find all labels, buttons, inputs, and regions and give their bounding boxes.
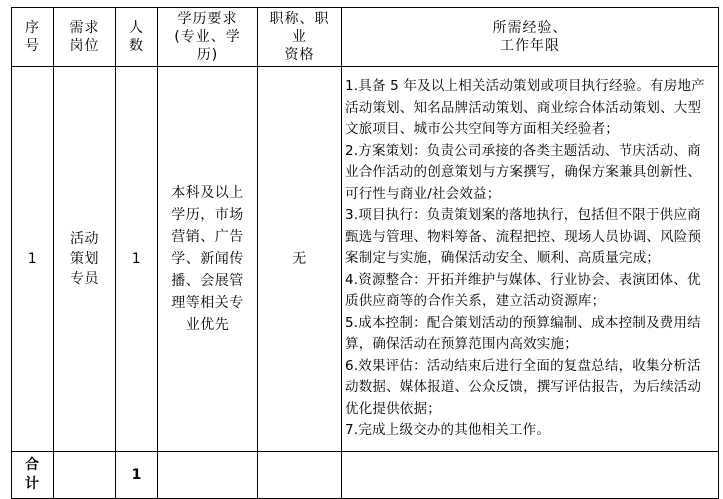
total-headcount: 1 — [116, 452, 158, 499]
experience-line-8: 甄选与管理、物料筹备、流程把控、现场人员协调、风险预 — [345, 228, 702, 245]
header-qualification-line-2: 业 — [292, 29, 307, 45]
experience-line-9: 案制定与实施，确保活动安全、顺利、高质量完成； — [345, 250, 661, 267]
cell-qualification: 无 — [258, 67, 342, 452]
experience-line-3: 文旅项目、城市公共空间等方面相关经验者； — [345, 121, 619, 138]
header-serial-number — [12, 8, 54, 67]
cell-education — [158, 67, 258, 452]
total-position — [54, 452, 116, 499]
experience-line-2: 活动策划、知名品牌活动策划、商业综合体活动策划、大型 — [345, 99, 702, 116]
header-experience-line-1: 所需经验、 — [492, 20, 568, 36]
total-label-line-2: 计 — [25, 476, 40, 492]
header-education-line-3: 历) — [196, 47, 219, 63]
header-headcount — [116, 8, 158, 67]
cell-position-line-2: 策划 — [70, 251, 99, 267]
header-education-line-1: 学历要求 — [177, 11, 238, 27]
total-label — [12, 452, 54, 499]
experience-line-17: 7.完成上级交办的其他相关工作。 — [345, 422, 551, 439]
experience-line-14: 6.效果评估：活动结束后进行全面的复盘总结，收集分析活 — [345, 357, 701, 374]
header-headcount-line-1: 人 — [129, 20, 144, 36]
experience-line-16: 优化提供依据； — [345, 400, 441, 417]
cell-education-line-4: 学、新闻传 — [171, 251, 244, 267]
cell-education-line-2: 学历，市场 — [171, 207, 244, 223]
header-serial-number-line-2: 号 — [25, 38, 40, 54]
cell-headcount: 1 — [116, 67, 158, 452]
header-education — [158, 8, 258, 67]
header-position-line-1: 需求 — [69, 20, 100, 36]
cell-education-line-3: 营销、广告 — [171, 229, 244, 245]
total-qualification — [258, 452, 342, 499]
table-header-row — [12, 8, 719, 67]
header-qualification — [258, 8, 342, 67]
cell-position-line-3: 专员 — [70, 271, 99, 287]
experience-line-13: 算，确保活动在预算范围内高效实施； — [345, 336, 578, 353]
experience-line-12: 5.成本控制：配合策划活动的预算编制、成本控制及费用结 — [345, 314, 701, 331]
header-headcount-line-2: 数 — [129, 38, 144, 54]
experience-line-11: 质供应商等的合作关系，建立活动资源库； — [345, 293, 606, 310]
total-label-line-1: 合 — [25, 457, 40, 473]
recruitment-requirements-table — [11, 7, 719, 499]
experience-line-1: 1.具备 5 年及以上相关活动策划或项目执行经验。有房地产 — [345, 78, 705, 95]
header-position — [54, 8, 116, 67]
header-education-line-2: (专业、学 — [174, 29, 241, 45]
experience-line-7: 3.项目执行：负责策划案的落地执行，包括但不限于供应商 — [345, 207, 701, 224]
cell-education-line-7: 业优先 — [185, 317, 230, 333]
header-position-line-2: 岗位 — [69, 38, 100, 54]
experience-line-4: 2.方案策划：负责公司承接的各类主题活动、节庆活动、商 — [345, 142, 701, 159]
header-experience — [342, 8, 719, 67]
experience-line-15: 动数据、媒体报道、公众反馈，撰写评估报告，为后续活动 — [345, 379, 702, 396]
cell-education-line-5: 播、会展管 — [171, 273, 244, 289]
total-education — [158, 452, 258, 499]
total-experience — [342, 452, 719, 499]
table-total-row — [12, 452, 719, 499]
cell-serial-number: 1 — [12, 67, 54, 452]
cell-education-line-1: 本科及以上 — [171, 185, 244, 201]
table-row — [12, 67, 719, 452]
cell-position-line-1: 活动 — [70, 231, 99, 247]
header-qualification-line-3: 资格 — [284, 47, 315, 63]
experience-line-6: 可行性与商业/社会效益； — [345, 185, 501, 202]
experience-line-10: 4.资源整合：开拓并维护与媒体、行业协会、表演团体、优 — [345, 271, 701, 288]
header-experience-line-2: 工作年限 — [500, 38, 560, 54]
cell-experience — [342, 67, 719, 452]
header-serial-number-line-1: 序 — [25, 20, 40, 36]
cell-position — [54, 67, 116, 452]
experience-line-5: 业合作活动的创意策划与方案撰写，确保方案兼具创新性、 — [345, 164, 702, 181]
cell-education-line-6: 理等相关专 — [171, 295, 244, 311]
header-qualification-line-1: 职称、职 — [269, 11, 330, 27]
